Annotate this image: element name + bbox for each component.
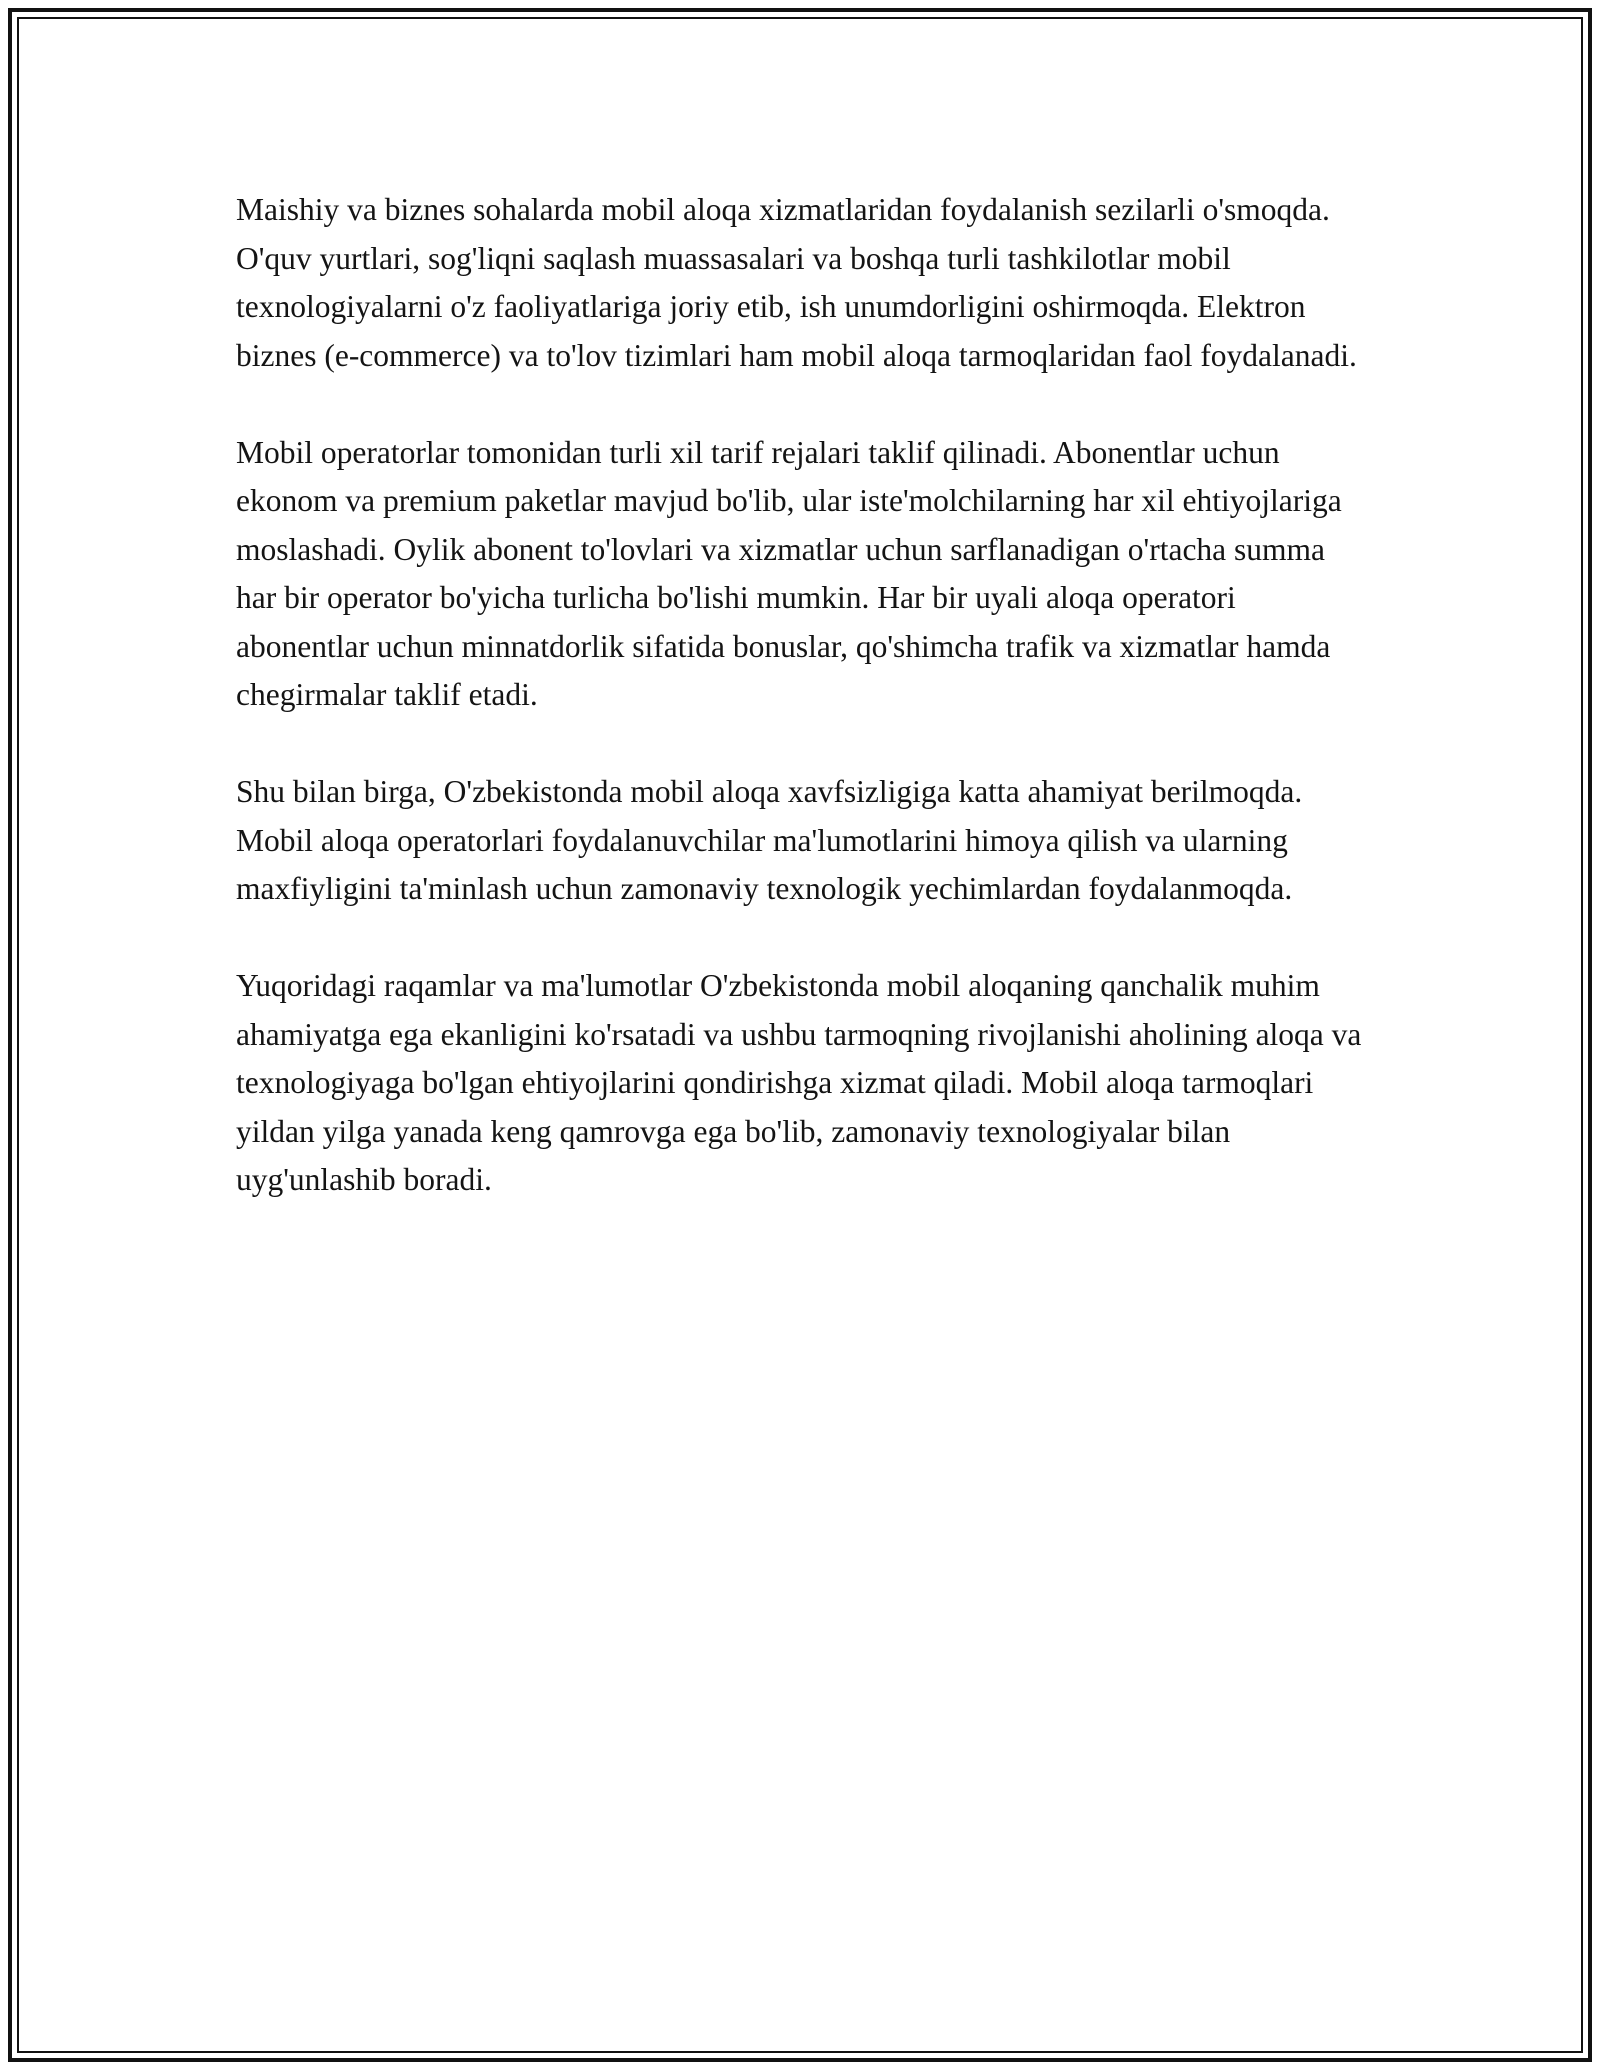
- document-body: [236, 186, 1366, 1253]
- paragraph-2: Mobil operatorlar tomonidan turli xil tarif rejalari taklif qilinadi. Abonentlar uchun ekonom va premium paketlar mavjud bo'lib, ular iste'molchilarning har xil ehtiyojlariga moslashadi. Oylik abonent to'lovlari va xizmatlar uchun sarflanadigan o'rtacha summa har bir operator bo'yicha turlicha bo'lishi mumkin. Har bir uyali aloqa operatori abonentlar uchun minnatdorlik sifatida bonuslar, qo'shimcha trafik va xizmatlar hamda chegirmalar taklif etadi.: [236, 434, 1342, 712]
- paragraph-4: Yuqoridagi raqamlar va ma'lumotlar O'zbekistonda mobil aloqaning qanchalik muhim ahamiyatga ega ekanligini ko'rsatadi va ushbu tarmoqning rivojlanishi aholining aloqa va texnologiyaga bo'lgan ehtiyojlarini qondirishga xizmat qiladi. Mobil aloqa tarmoqlari yildan yilga yanada keng qamrovga ega bo'lib, zamonaviy texnologiyalar bilan uyg'unlashib boradi.: [236, 968, 1362, 1197]
- paragraph-3: Shu bilan birga, O'zbekistonda mobil aloqa xavfsizligiga katta ahamiyat berilmoqda. Mobil aloqa operatorlari foydalanuvchilar ma'lumotlarini himoya qilish va ularning maxfiyligini ta'minlash uchun zamonaviy texnologik yechimlardan foydalanmoqda.: [236, 774, 1303, 906]
- paragraph-1: Maishiy va biznes sohalarda mobil aloqa xizmatlaridan foydalanish sezilarli o'smoqda. O'quv yurtlari, sog'liqni saqlash muassasalari va boshqa turli tashkilotlar mobil texnologiyalarni o'z faoliyatlariga joriy etib, ish unumdorligini oshirmoqda. Elektron biznes (e-commerce) va to'lov tizimlari ham mobil aloqa tarmoqlaridan faol foydalanadi.: [236, 192, 1357, 373]
